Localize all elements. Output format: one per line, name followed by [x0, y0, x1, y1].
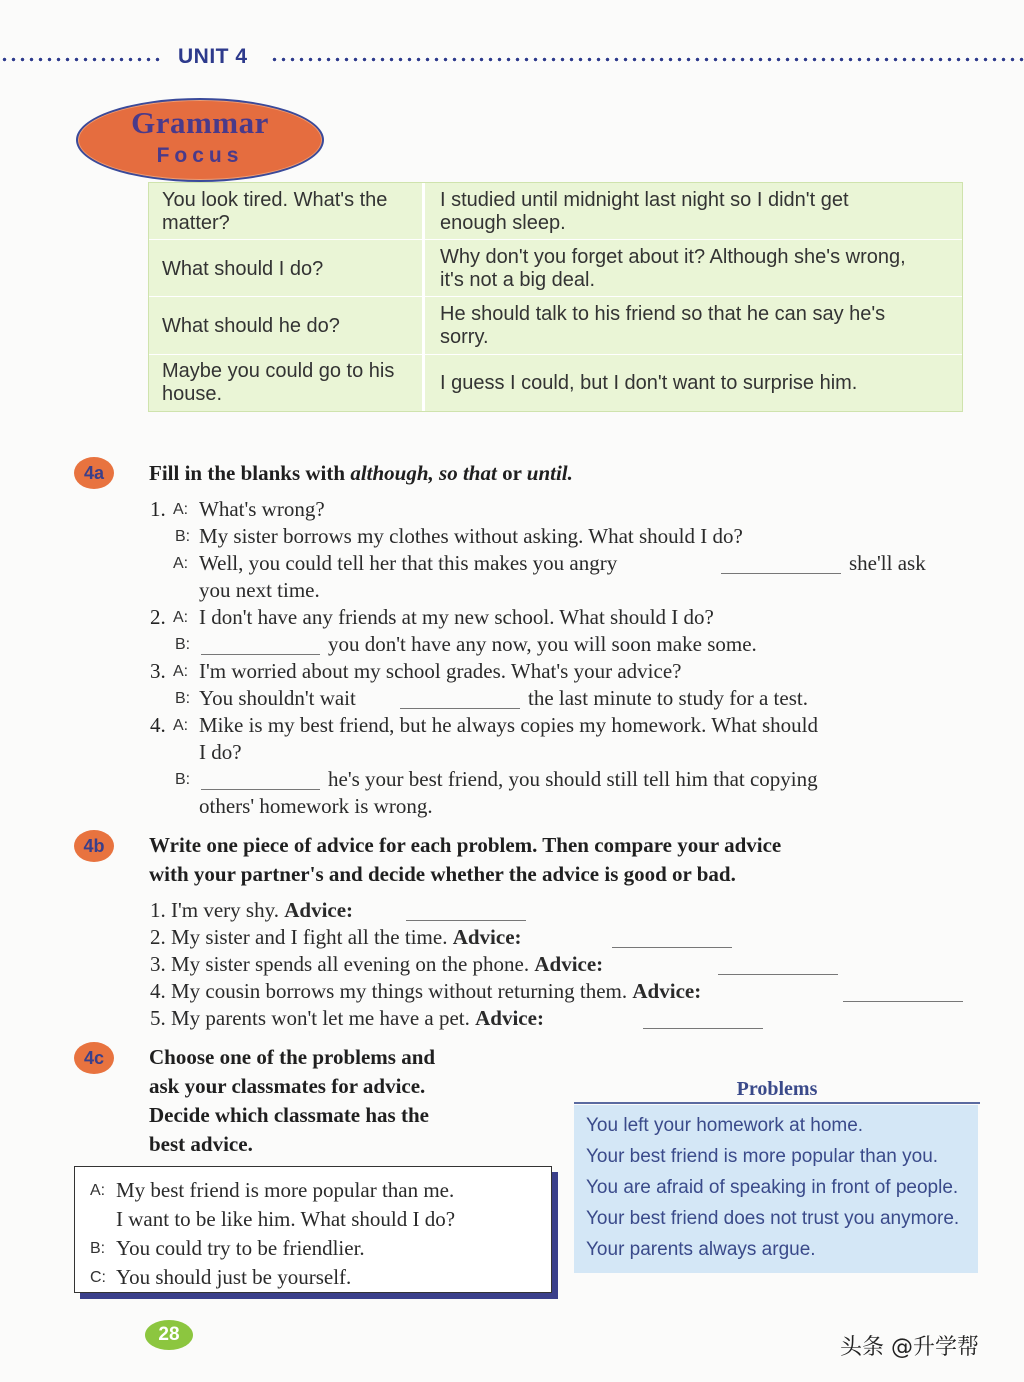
- advice-blank[interactable]: [643, 1028, 763, 1029]
- item-number: 3.: [150, 952, 166, 976]
- grammar-focus-badge: [76, 98, 324, 182]
- cell-line: Why don't you forget about it? Although she's wrong,: [440, 246, 906, 268]
- cell-line: enough sleep.: [440, 212, 566, 234]
- dialog-line: You could try to be friendlier.: [116, 1236, 365, 1260]
- section-badge-4a: 4a: [74, 457, 114, 489]
- table-cell-left: [162, 244, 420, 294]
- watermark: 头条 @升学帮: [840, 1335, 979, 1360]
- problem-text: My parents won't let me have a pet.: [171, 1006, 470, 1030]
- advice-item: [150, 897, 353, 924]
- title-line: Decide which classmate has the: [149, 1103, 429, 1127]
- problem-item: Your parents always argue.: [586, 1239, 816, 1260]
- cell-line: He should talk to his friend so that he can say he's: [440, 303, 886, 325]
- dialog-line: You should just be yourself.: [116, 1265, 352, 1289]
- title-line: with your partner's and decide whether the advice is good or bad.: [149, 862, 736, 886]
- speaker-label: B:: [175, 690, 191, 707]
- speaker-label: B:: [175, 636, 191, 653]
- section-badge-4c: 4c: [74, 1042, 114, 1074]
- table-cell-left: [162, 187, 420, 237]
- cell-line: You look tired. What's the: [162, 189, 388, 211]
- cell-line: matter?: [162, 212, 230, 234]
- speaker-label: B:: [175, 528, 191, 545]
- advice-label: Advice:: [632, 979, 702, 1003]
- problem-item: Your best friend is more popular than you.: [586, 1146, 939, 1167]
- advice-label: Advice:: [534, 952, 604, 976]
- cell-line: house.: [162, 383, 223, 405]
- dialog-line: My best friend is more popular than me.: [116, 1178, 455, 1202]
- table-cell-right: [440, 187, 955, 237]
- item-number: 4.: [150, 713, 166, 737]
- cell-line: sorry.: [440, 326, 489, 348]
- advice-item: [150, 978, 701, 1005]
- unit-label: UNIT 4: [178, 45, 248, 68]
- advice-label: Advice:: [475, 1006, 544, 1030]
- table-cell-right: [440, 357, 955, 409]
- exercise-line: you next time.: [199, 578, 320, 602]
- exercise-line: the last minute to study for a test.: [528, 686, 808, 710]
- problem-item: You are afraid of speaking in front of people.: [586, 1177, 959, 1198]
- speaker-label: A:: [173, 501, 189, 518]
- cell-line: What should he do?: [162, 314, 340, 337]
- title-line: Choose one of the problems and: [149, 1045, 436, 1069]
- exercise-line: she'll ask: [849, 551, 926, 575]
- section-4a-title: [149, 459, 573, 488]
- table-cell-right: [440, 244, 955, 294]
- item-number: 5.: [150, 1006, 166, 1030]
- cell-line: What should I do?: [162, 257, 324, 280]
- speaker-label: B:: [90, 1240, 106, 1257]
- title-keyword: so that: [439, 461, 497, 485]
- title-keyword: although,: [350, 461, 434, 485]
- advice-blank[interactable]: [718, 974, 838, 975]
- table-row: [149, 183, 962, 240]
- speaker-label: A:: [173, 609, 189, 626]
- advice-item: [150, 951, 603, 978]
- exercise-line: you don't have any now, you will soon make some.: [328, 632, 757, 656]
- item-number: 4.: [150, 979, 166, 1003]
- item-number: 2.: [150, 605, 166, 629]
- table-row: [149, 240, 962, 297]
- header-dots-left: [0, 57, 160, 62]
- problems-title: Problems: [736, 1078, 818, 1100]
- speaker-label: A:: [90, 1182, 106, 1199]
- section-badge-4b: 4b: [74, 830, 114, 862]
- problem-text: My sister and I fight all the time.: [171, 925, 448, 949]
- speaker-label: A:: [173, 663, 189, 680]
- table-row: [149, 355, 962, 410]
- exercise-line: Mike is my best friend, but he always copies my homework. What should: [199, 713, 819, 737]
- title-text: Fill in the blanks with: [149, 461, 351, 485]
- exercise-line: others' homework is wrong.: [199, 794, 433, 818]
- section-4b-title: [149, 831, 781, 889]
- exercise-line: he's your best friend, you should still tell him that copying: [328, 767, 818, 791]
- answer-blank[interactable]: [201, 654, 320, 655]
- answer-blank[interactable]: [721, 573, 841, 574]
- grammar-title: Grammar: [131, 105, 269, 140]
- answer-blank[interactable]: [400, 708, 520, 709]
- exercise-line: I'm worried about my school grades. What's your advice?: [199, 659, 682, 683]
- page-number: 28: [145, 1320, 193, 1350]
- header-dots-right: [270, 57, 1024, 62]
- problems-divider: [574, 1102, 980, 1104]
- title-line: ask your classmates for advice.: [149, 1074, 426, 1098]
- problem-item: You left your homework at home.: [586, 1115, 864, 1136]
- speaker-label: C:: [90, 1269, 106, 1286]
- table-row: [149, 297, 962, 355]
- dialog-line: I want to be like him. What should I do?: [116, 1207, 456, 1231]
- speaker-label: A:: [173, 555, 189, 572]
- grammar-table: [148, 182, 963, 412]
- focus-subtitle: Focus: [156, 144, 244, 167]
- exercise-line: What's wrong?: [199, 497, 325, 521]
- table-cell-left: [162, 301, 420, 351]
- item-number: 3.: [150, 659, 166, 683]
- problem-item: Your best friend does not trust you anymore.: [586, 1208, 960, 1229]
- cell-line: it's not a big deal.: [440, 269, 596, 291]
- answer-blank[interactable]: [201, 789, 320, 790]
- advice-item: [150, 924, 522, 951]
- speaker-label: B:: [175, 771, 191, 788]
- title-text: or: [496, 461, 527, 485]
- problem-text: I'm very shy.: [171, 898, 279, 922]
- problems-box: [574, 1105, 978, 1273]
- problem-text: My sister spends all evening on the phone.: [171, 952, 530, 976]
- advice-item: [150, 1005, 544, 1032]
- exercise-line: I do?: [199, 740, 242, 764]
- problem-text: My cousin borrows my things without returning them.: [171, 979, 628, 1003]
- item-number: 1.: [150, 497, 166, 521]
- table-cell-left: [162, 357, 420, 409]
- title-line: Write one piece of advice for each problem. Then compare your advice: [149, 833, 782, 857]
- speaker-label: A:: [173, 717, 189, 734]
- example-dialog-box: [74, 1166, 552, 1293]
- cell-line: Maybe you could go to his: [162, 360, 395, 382]
- exercise-line: Well, you could tell her that this makes you angry: [199, 551, 618, 575]
- item-number: 1.: [150, 898, 166, 922]
- cell-line: I studied until midnight last night so I didn't get: [440, 189, 849, 211]
- advice-label: Advice:: [284, 898, 354, 922]
- section-4c-title: [149, 1043, 435, 1159]
- advice-blank[interactable]: [612, 947, 732, 948]
- advice-blank[interactable]: [843, 1001, 963, 1002]
- exercise-line: My sister borrows my clothes without asking. What should I do?: [199, 524, 743, 548]
- advice-label: Advice:: [452, 925, 522, 949]
- title-keyword: until.: [526, 461, 573, 485]
- cell-line: I guess I could, but I don't want to surprise him.: [440, 371, 858, 394]
- exercise-line: I don't have any friends at my new school. What should I do?: [199, 605, 714, 629]
- table-cell-right: [440, 301, 955, 351]
- advice-blank[interactable]: [406, 920, 526, 921]
- exercise-line: You shouldn't wait: [199, 686, 356, 710]
- title-line: best advice.: [149, 1132, 253, 1156]
- item-number: 2.: [150, 925, 166, 949]
